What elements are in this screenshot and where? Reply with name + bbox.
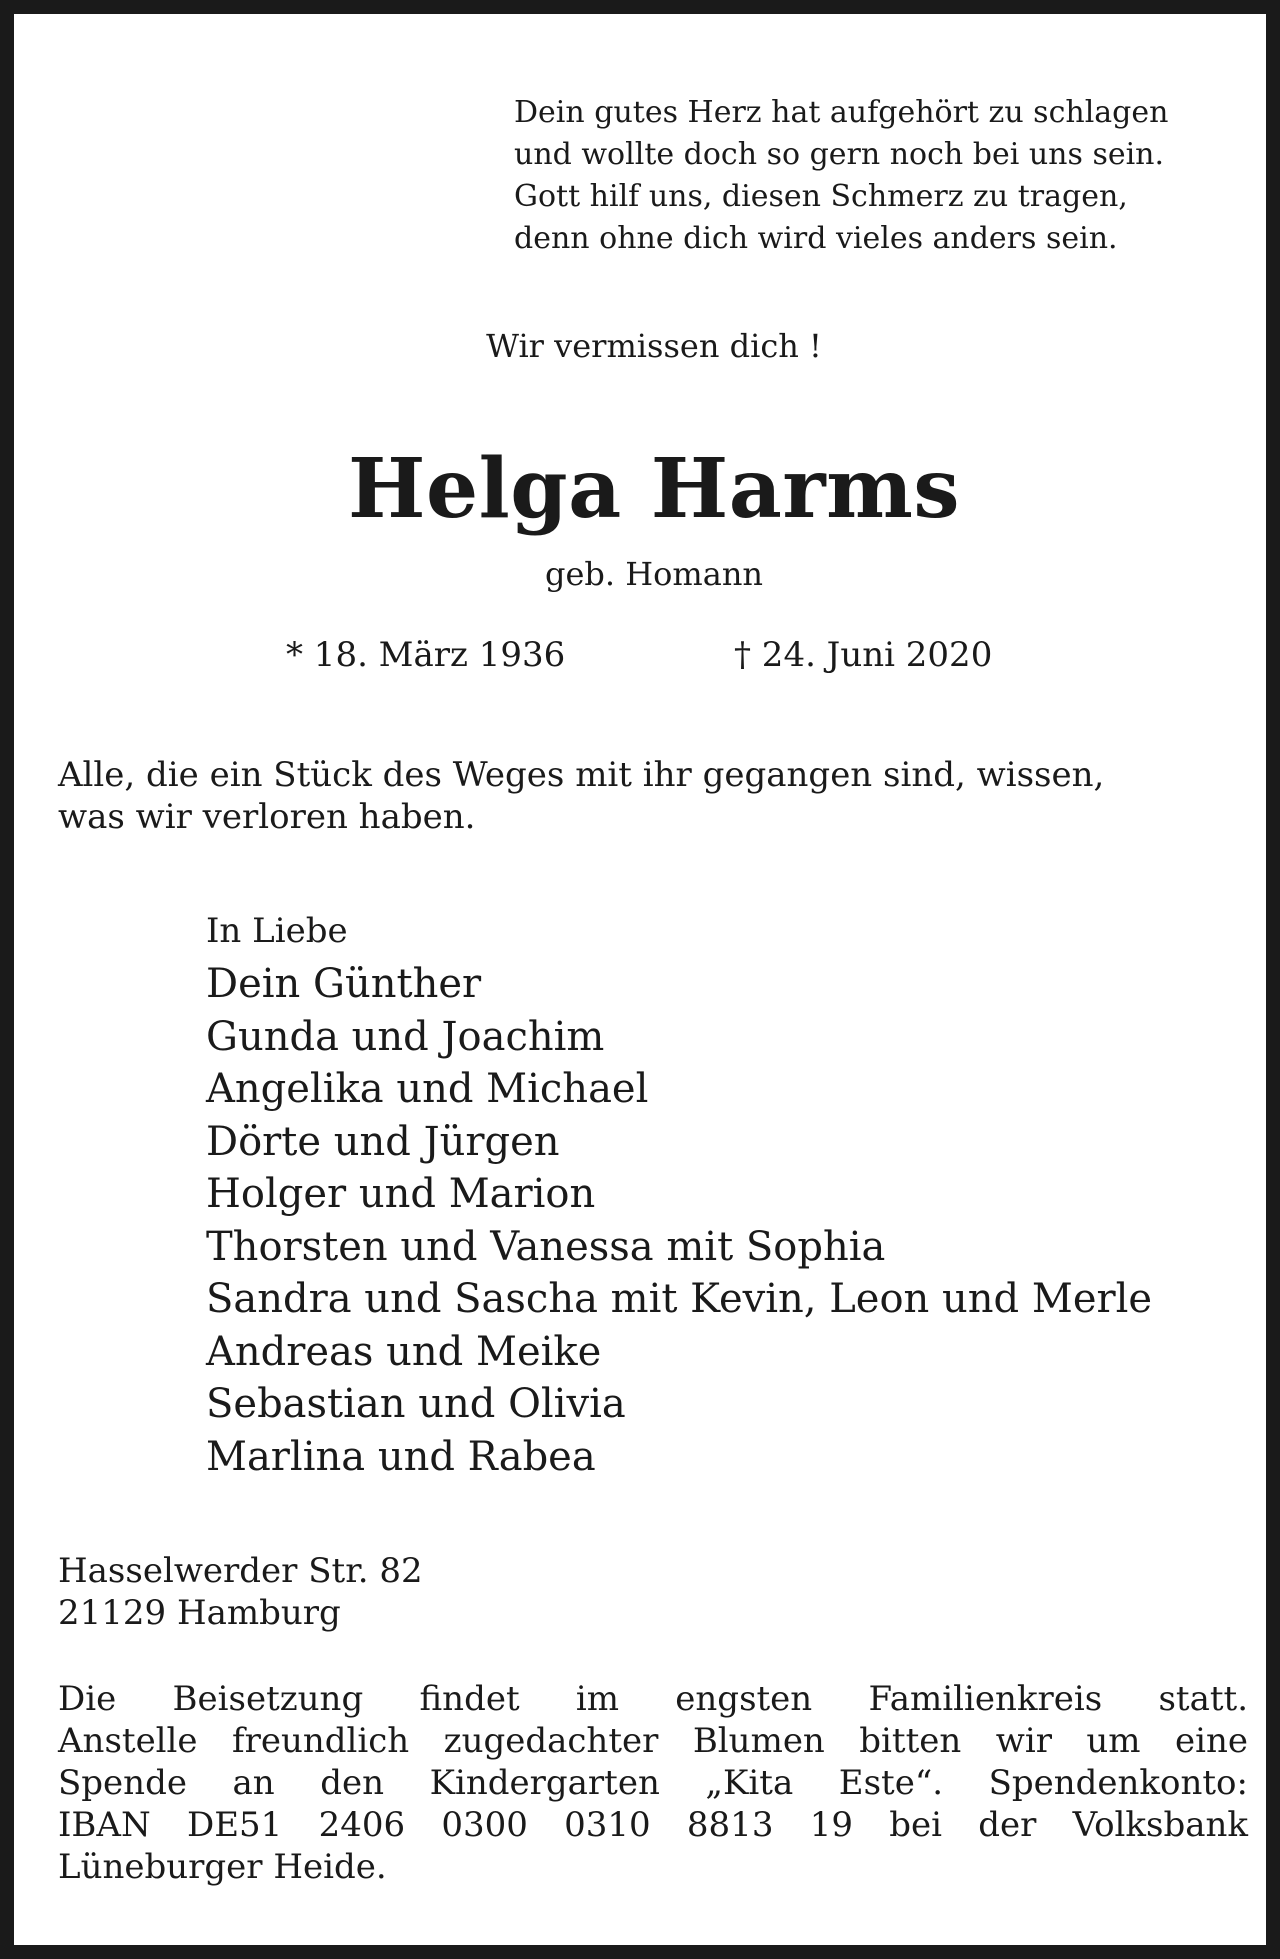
family-member: Gunda und Joachim — [206, 1013, 605, 1060]
address-street: Hasselwerder Str. 82 — [58, 1551, 423, 1591]
notice-line: Lüneburger Heide. — [58, 1847, 387, 1887]
family-member: Dein Günther — [206, 961, 482, 1007]
memorial-quote — [58, 754, 1254, 838]
family-intro: In Liebe — [206, 911, 348, 951]
family-member: Andreas und Meike — [206, 1328, 602, 1375]
deceased-name: Helga Harms — [347, 441, 961, 537]
address-city: 21129 Hamburg — [58, 1593, 341, 1633]
quote-line: was wir verloren haben. — [58, 797, 476, 837]
family-member: Marlina und Rabea — [206, 1433, 596, 1480]
miss-line: Wir vermissen dich ! — [486, 327, 822, 365]
birth-date: * 18. März 1936 — [286, 635, 566, 675]
quote-line: Alle, die ein Stück des Weges mit ihr gegangen sind, wissen, — [58, 755, 1105, 795]
birth-name: geb. Homann — [544, 555, 764, 593]
family-member: Dörte und Jürgen — [206, 1118, 560, 1165]
notice-line: Anstelle freundlich zugedachter Blumen bitten wir um eine — [58, 1721, 1248, 1761]
poem-line: Dein gutes Herz hat aufgehört zu schlagen — [514, 95, 1169, 130]
family-member: Sandra und Sascha mit Kevin, Leon und Merle — [206, 1276, 1153, 1322]
poem-line: und wollte doch so gern noch bei uns sein. — [514, 137, 1165, 172]
notice-line: IBAN DE51 2406 0300 0310 8813 19 bei der Volksbank — [58, 1805, 1248, 1845]
family-member: Angelika und Michael — [206, 1066, 649, 1112]
address — [58, 1550, 423, 1634]
poem — [514, 92, 1254, 260]
family-list — [206, 958, 1266, 1483]
death-date: † 24. Juni 2020 — [734, 635, 993, 675]
notice-line: Spende an den Kindergarten „Kita Este“. Spendenkonto: — [58, 1763, 1248, 1803]
funeral-notice — [58, 1678, 1248, 1888]
family-member: Holger und Marion — [206, 1171, 596, 1217]
poem-line: Gott hilf uns, diesen Schmerz zu tragen, — [514, 179, 1128, 214]
family-member: Thorsten und Vanessa mit Sophia — [206, 1223, 886, 1270]
poem-line: denn ohne dich wird vieles anders sein. — [514, 221, 1118, 256]
family-member: Sebastian und Olivia — [206, 1381, 626, 1427]
notice-line: Die Beisetzung findet im engsten Familienkreis statt. — [58, 1679, 1248, 1719]
family-signatures — [206, 910, 1266, 1483]
